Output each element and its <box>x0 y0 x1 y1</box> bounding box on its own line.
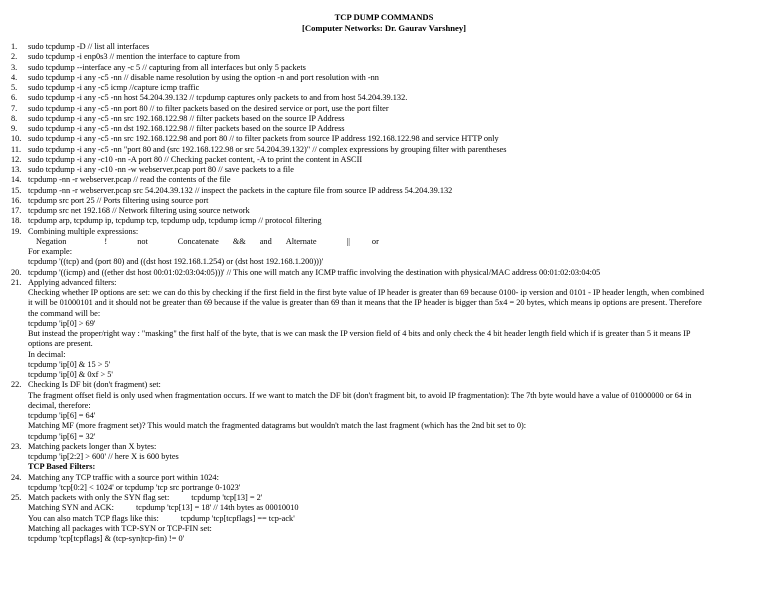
command-inline: tcpdump 'tcp[13] = 2' <box>191 493 263 502</box>
paragraph-line: decimal, therefore: <box>28 400 91 410</box>
list-item: 4. sudo tcpdump -i any -c5 -nn // disable name resolution by using the option -n and port resolution with -nn <box>11 72 379 82</box>
command-line: tcpdump 'tcp[0:2] < 1024' or tcpdump 'tcp src portrange 0-1023' <box>28 482 241 492</box>
list-item: 3. sudo tcpdump --interface any -c 5 // capturing from all interfaces but only 5 packets <box>11 62 306 72</box>
paragraph-line: it will be 01000101 and it should not be greater than 69 because if the value is greater than 69 than it means that the IP header is bigger than 5x4 = 20 bytes, which means ip options are present. Therefore <box>28 298 702 308</box>
document-header <box>0 12 768 33</box>
list-item: 18. tcpdump arp, tcpdump ip, tcpdump tcp, tcpdump udp, tcpdump icmp // protocol filtering <box>11 216 322 226</box>
list-item: 20. tcpdump '((icmp) and ((ether dst host 00:01:02:03:04:05)))' // This one will match any ICMP traffic involving the destination with physical/MAC address 00:01:02:03:04:05 <box>11 267 601 277</box>
list-item: 12. sudo tcpdump -i any -c10 -nn -A port 80 // Checking packet content, -A to print the content in ASCII <box>11 154 363 164</box>
command-line: tcpdump 'ip[0] & 15 > 5' <box>28 359 111 369</box>
command-line: tcpdump 'ip[6] = 64' <box>28 411 96 420</box>
list-item: 14. tcpdump -nn -r webserver.pcap // read the contents of the file <box>11 175 231 185</box>
command-line: tcpdump 'ip[0] > 69' <box>28 318 96 328</box>
command-line: tcpdump 'tcp[tcpflags] & (tcp-syn|tcp-fin) != 0' <box>28 534 185 543</box>
command-inline: tcpdump 'tcp[tcpflags] == tcp-ack' <box>180 513 295 523</box>
paragraph-line: But instead the proper/right way : "masking" the first half of the byte, that is we can mask the IP version field of 4 bits and only check the 4 bit header length field which if is greater than 5 it means IP <box>28 329 691 338</box>
list-item: 23. Matching packets longer than X bytes: <box>11 441 157 451</box>
paragraph-line: You can also match TCP flags like this: tcpdump 'tcp[tcpflags] == tcp-ack' <box>28 513 295 523</box>
list-item: 19. Combining multiple expressions: <box>11 226 139 236</box>
paragraph-line: In decimal: <box>28 349 66 359</box>
document-subtitle: [Computer Networks: Dr. Gaurav Varshney] <box>302 22 466 33</box>
list-item: 6. sudo tcpdump -i any -c5 -nn host 54.204.39.132 // tcpdump captures only packets to and from host 54.204.39.132. <box>11 93 408 103</box>
list-item: 15. tcpdump -nn -r webserver.pcap src 54.204.39.132 // inspect the packets in the capture file from source IP address 54.204.39.132 <box>11 185 453 195</box>
example-command: tcpdump '((tcp) and (port 80) and ((dst host 192.168.1.254) or (dst host 192.168.1.200)))' <box>28 257 324 267</box>
command-line: tcpdump 'ip[6] = 32' <box>28 431 96 441</box>
list-item: 21. Applying advanced filters: <box>11 277 117 287</box>
paragraph-line: Matching MF (more fragment set)? This would match the fragmented datagrams but wouldn't match the last fragment (which has the 2nd bit set to 0): <box>28 421 527 431</box>
list-item: 9. sudo tcpdump -i any -c5 -nn dst 192.168.122.98 // filter packets based on the source IP Address <box>11 124 345 133</box>
paragraph-line: options are present. <box>28 339 93 349</box>
list-item: 7. sudo tcpdump -i any -c5 -nn port 80 // to filter packets based on the desired service or port, use the port filter <box>11 103 389 113</box>
list-item: 11. sudo tcpdump -i any -c5 -nn "port 80 and (src 192.168.122.98 or src 54.204.39.132)" // complex expressions by grouping filter with parentheses <box>11 144 507 154</box>
list-item: 5. sudo tcpdump -i any -c5 icmp //capture icmp traffic <box>11 83 200 92</box>
command-line: tcpdump 'ip[0] & 0xf > 5' <box>28 370 113 379</box>
list-item: 13. sudo tcpdump -i any -c10 -nn -w webserver.pcap port 80 // save packets to a file <box>11 165 294 174</box>
list-item: 16. tcpdump src port 25 // Ports filtering using source port <box>11 195 209 205</box>
list-item: 25. Match packets with only the SYN flag set: tcpdump 'tcp[13] = 2' <box>11 493 263 502</box>
document-title: TCP DUMP COMMANDS <box>334 12 434 22</box>
example-label: For example: <box>28 247 73 256</box>
list-item: 24. Matching any TCP traffic with a source port within 1024: <box>11 472 219 482</box>
list-item: 8. sudo tcpdump -i any -c5 -nn src 192.168.122.98 // filter packets based on the source IP Address <box>11 113 345 123</box>
list-item: 10. sudo tcpdump -i any -c5 -nn src 192.168.122.98 and port 80 // to filter packets from source IP address 192.168.122.98 and service HTTP only <box>11 134 499 144</box>
paragraph-line: the command will be: <box>28 308 101 318</box>
list-item: 2. sudo tcpdump -i enp0s3 // mention the interface to capture from <box>11 52 240 62</box>
list-item: 22. Checking Is DF bit (don't fragment) set: <box>11 380 161 390</box>
paragraph-line: Matching SYN and ACK: tcpdump 'tcp[13] = 18' // 14th bytes as 00010010 <box>28 503 299 513</box>
operator-table: Negation ! not Concatenate && and Alternate || or <box>36 236 379 246</box>
paragraph-line: Matching all packages with TCP-SYN or TCP-FIN set: <box>28 523 212 533</box>
command-list <box>11 42 741 544</box>
command-inline: tcpdump 'tcp[13] = 18' // 14th bytes as 00010010 <box>135 503 299 513</box>
paragraph-line: The fragment offset field is only used when fragmentation occurs. If we want to match the DF bit (don't fragment bit, to avoid IP fragmentation): The 7th byte would have a value of 01000000 or 64 in <box>28 390 692 400</box>
list-item: 1. sudo tcpdump -D // list all interfaces <box>11 42 150 51</box>
command-line: tcpdump 'ip[2:2] > 600' // here X is 600 bytes <box>28 452 179 461</box>
paragraph-line: Checking whether IP options are set: we can do this by checking if the first field in the first byte value of IP header is greater than 69 because 0100- ip version and 0101 - IP header length, when combined <box>28 288 704 297</box>
section-heading: TCP Based Filters: <box>28 462 96 472</box>
list-item: 17. tcpdump src net 192.168 // Network filtering using source network <box>11 206 250 215</box>
